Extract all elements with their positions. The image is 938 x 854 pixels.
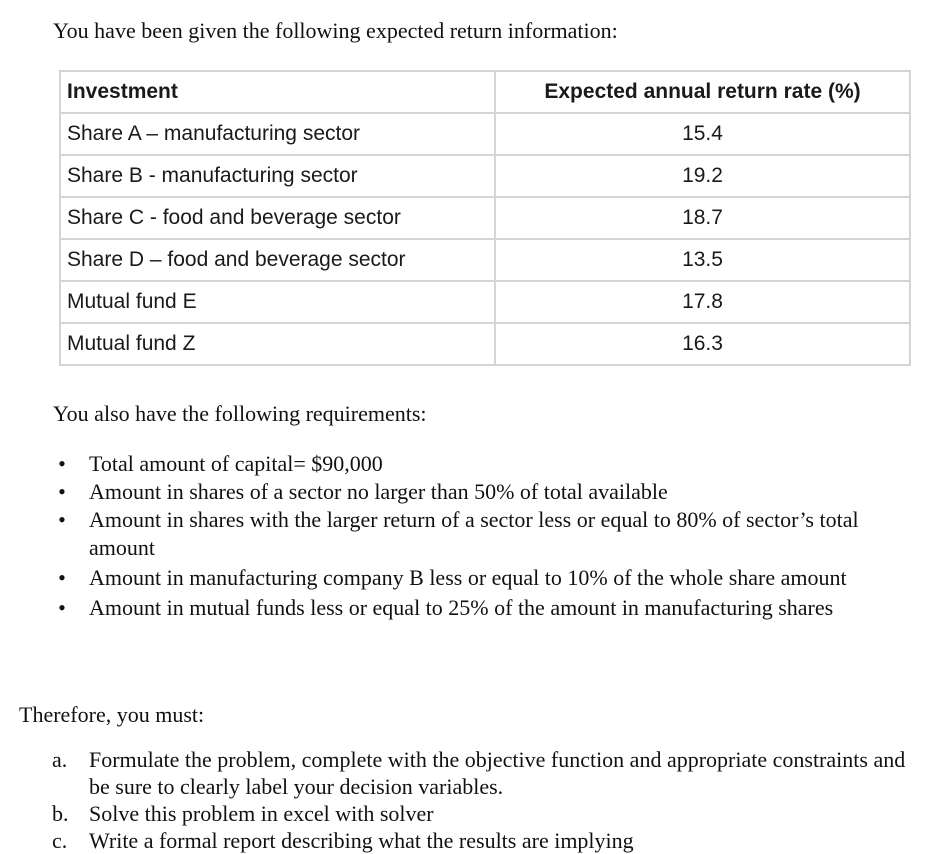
list-item (52, 800, 912, 827)
header-investment: Investment (60, 71, 495, 113)
table-row (60, 239, 910, 281)
bullet-icon: • (58, 451, 66, 476)
investment-name: Mutual fund E (60, 281, 495, 323)
list-item (52, 478, 912, 506)
table-row (60, 113, 910, 155)
list-item (52, 506, 912, 562)
requirement-text: Amount in shares of a sector no larger than 50% of total available (89, 479, 668, 504)
table-row (60, 155, 910, 197)
list-item (52, 594, 912, 622)
task-text: Formulate the problem, complete with the objective function and appropriate constraints and be sure to clearly label your decision variables. (89, 747, 906, 799)
task-text: Solve this problem in excel with solver (89, 801, 434, 826)
requirements-heading: You also have the following requirements: (53, 401, 427, 426)
list-item (52, 450, 912, 478)
bullet-icon: • (58, 595, 66, 620)
requirement-text: Total amount of capital= $90,000 (89, 451, 383, 476)
table-row (60, 281, 910, 323)
requirements-list (52, 450, 912, 622)
expected-return-table (59, 70, 911, 366)
return-rate: 19.2 (495, 155, 910, 197)
task-marker: a. (52, 747, 68, 772)
requirement-text: Amount in mutual funds less or equal to 25% of the amount in manufacturing shares (89, 595, 834, 620)
return-rate: 16.3 (495, 323, 910, 365)
table-row (60, 323, 910, 365)
investment-name: Share C - food and beverage sector (60, 197, 495, 239)
return-rate: 13.5 (495, 239, 910, 281)
return-rate: 17.8 (495, 281, 910, 323)
task-marker: c. (52, 828, 68, 853)
tasks-list (52, 746, 912, 853)
bullet-icon: • (58, 507, 66, 532)
requirement-text: Amount in manufacturing company B less or equal to 10% of the whole share amount (89, 565, 847, 590)
return-rate: 18.7 (495, 197, 910, 239)
requirement-text: Amount in shares with the larger return of a sector less or equal to 80% of sector’s total amount (89, 507, 859, 560)
task-text: Write a formal report describing what the results are implying (89, 828, 634, 853)
table-header-row (60, 71, 910, 113)
return-rate: 15.4 (495, 113, 910, 155)
list-item (52, 564, 912, 592)
therefore-heading: Therefore, you must: (19, 702, 205, 727)
bullet-icon: • (58, 479, 66, 504)
investment-name: Mutual fund Z (60, 323, 495, 365)
investment-name: Share B - manufacturing sector (60, 155, 495, 197)
bullet-icon: • (58, 565, 66, 590)
task-marker: b. (52, 801, 69, 826)
table-row (60, 197, 910, 239)
intro-text: You have been given the following expected return information: (53, 18, 618, 43)
investment-name: Share A – manufacturing sector (60, 113, 495, 155)
investment-name: Share D – food and beverage sector (60, 239, 495, 281)
list-item (52, 827, 912, 853)
header-expected-return: Expected annual return rate (%) (495, 71, 910, 113)
list-item (52, 746, 912, 800)
